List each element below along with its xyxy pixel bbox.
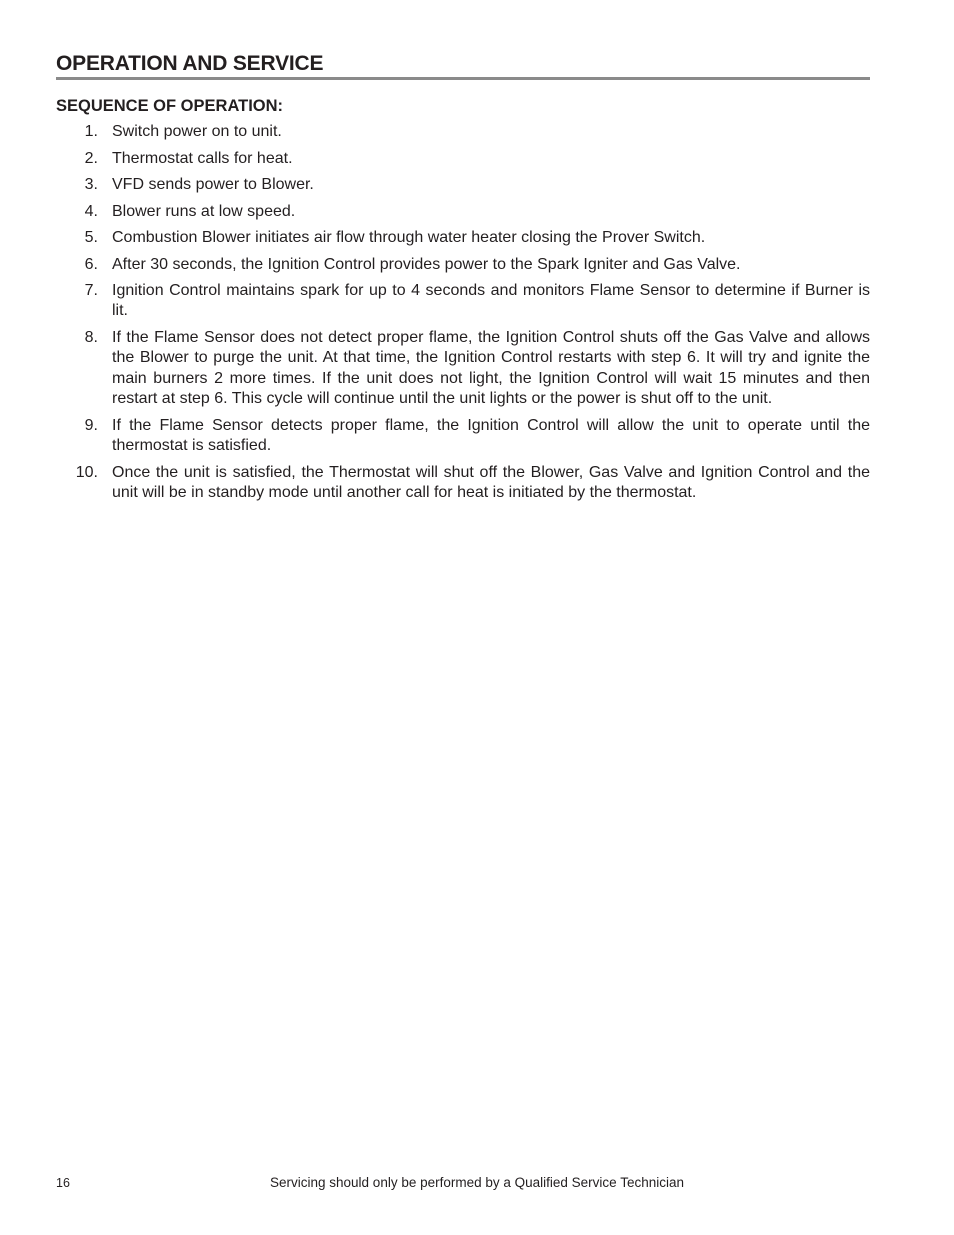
list-item <box>56 281 870 322</box>
step-number: 2. <box>84 149 98 167</box>
step-number: 8. <box>84 328 98 346</box>
list-item <box>56 463 870 504</box>
list-item <box>56 416 870 457</box>
list-item <box>56 202 870 222</box>
step-text: After 30 seconds, the Ignition Control provides power to the Spark Igniter and Gas Valve. <box>112 255 741 273</box>
footer-notice: Servicing should only be performed by a Qualified Service Technician <box>270 1175 684 1190</box>
title-divider <box>56 77 870 80</box>
list-item <box>56 149 870 169</box>
step-text: Ignition Control maintains spark for up to 4 seconds and monitors Flame Sensor to determine if Burner is lit. <box>112 282 870 320</box>
step-number: 3. <box>84 176 98 193</box>
step-number: 4. <box>84 202 98 220</box>
step-number: 6. <box>84 255 98 273</box>
section-heading: SEQUENCE OF OPERATION: <box>56 97 284 115</box>
list-item <box>56 255 870 275</box>
list-item <box>56 328 870 410</box>
step-text: Combustion Blower initiates air flow through water heater closing the Prover Switch. <box>112 229 706 246</box>
sequence-steps-list <box>56 122 870 509</box>
page-number: 16 <box>56 1176 70 1190</box>
list-item <box>56 175 870 195</box>
list-item <box>56 122 870 142</box>
step-number: 9. <box>84 416 98 434</box>
step-number: 5. <box>84 229 98 246</box>
step-text: Switch power on to unit. <box>112 123 282 140</box>
page-title: OPERATION AND SERVICE <box>56 52 324 75</box>
step-number: 7. <box>84 282 98 299</box>
step-text: VFD sends power to Blower. <box>112 176 314 193</box>
step-text: If the Flame Sensor does not detect proper flame, the Ignition Control shuts off the Gas Valve and allows the Blower to purge the unit. At that time, the Ignition Control restarts with step 6. It will try and ignite the main burners 2 more times. If the unit does not light, the Ignition Control will wait 15 minutes and then restart at step 6. This cycle will continue until the unit lights or the power is shut off to the unit. <box>112 328 870 408</box>
step-text: If the Flame Sensor detects proper flame, the Ignition Control will allow the unit to operate until the thermostat is satisfied. <box>112 416 870 455</box>
step-text: Once the unit is satisfied, the Thermostat will shut off the Blower, Gas Valve and Ignition Control and the unit will be in standby mode until another call for heat is initiated by the thermostat. <box>112 463 870 501</box>
step-text: Thermostat calls for heat. <box>112 149 293 167</box>
list-item <box>56 228 870 248</box>
step-number: 10. <box>75 463 98 481</box>
step-number: 1. <box>84 123 98 140</box>
step-text: Blower runs at low speed. <box>112 202 296 220</box>
